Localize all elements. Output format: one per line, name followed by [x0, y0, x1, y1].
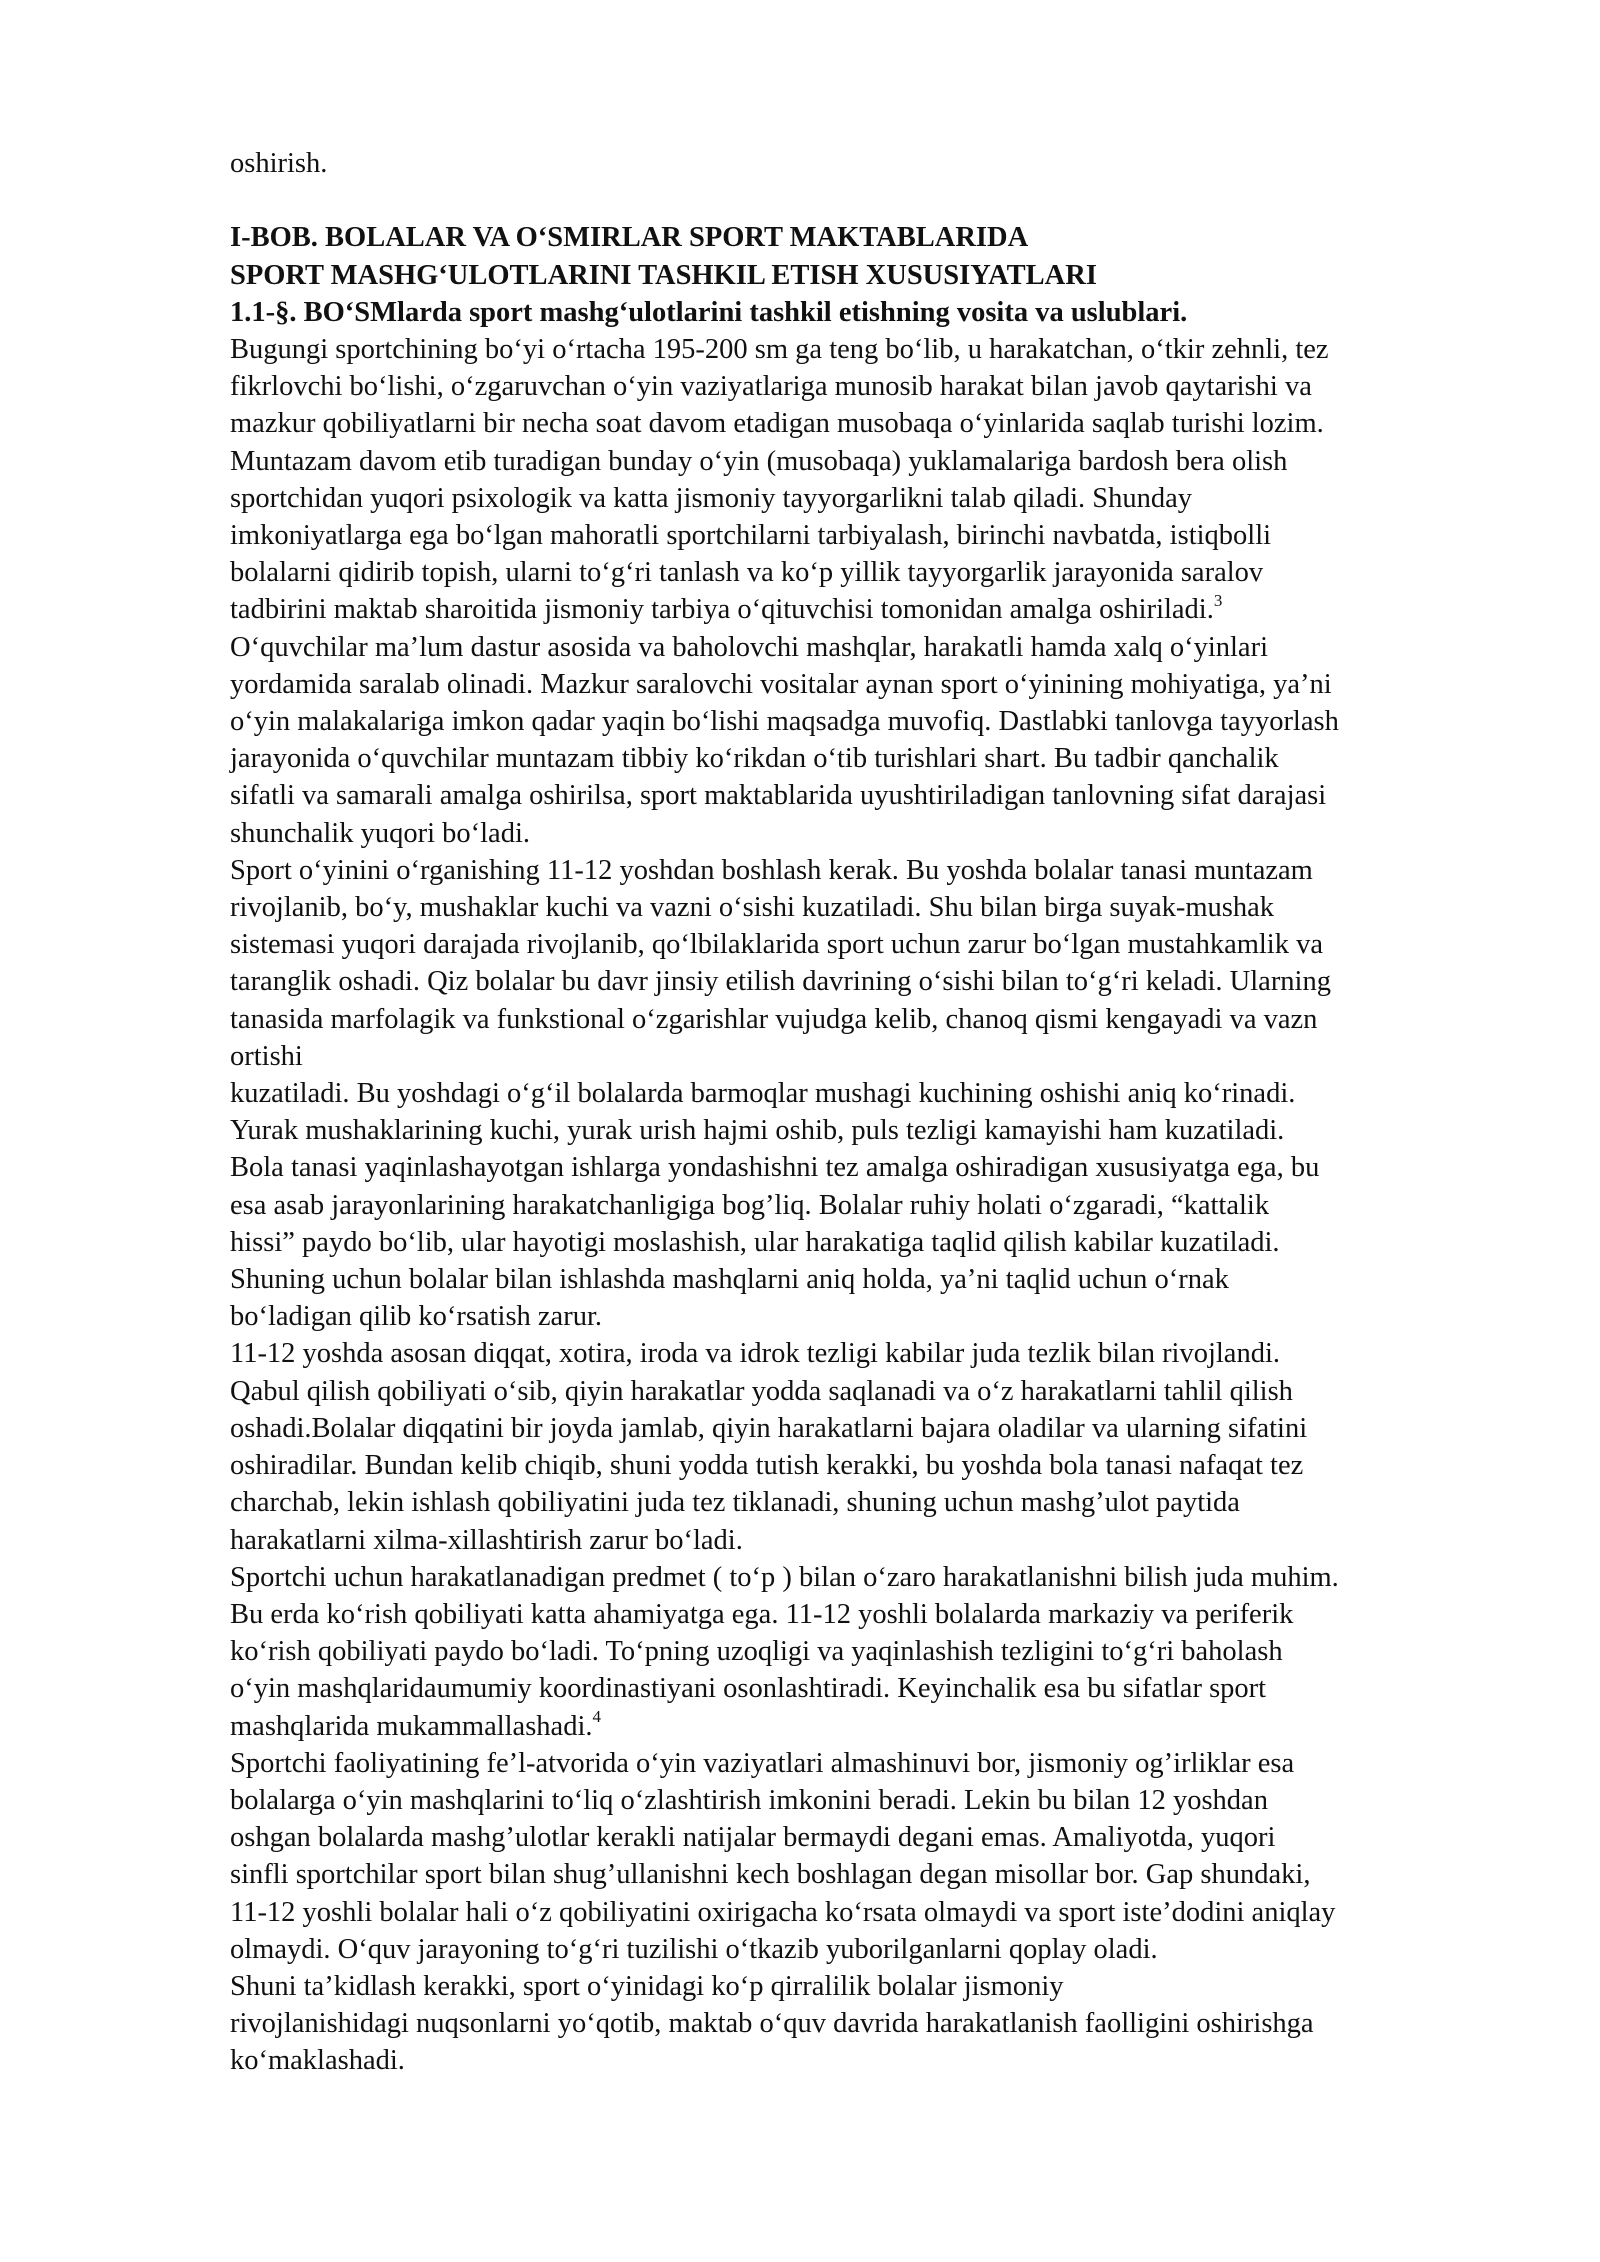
text-line: bo‘ladigan qilib ko‘rsatish zarur.	[230, 1301, 602, 1333]
text-line: oshgan bolalarda mashg’ulotlar kerakli natijalar bermaydi degani emas. Amaliyotda, yuqori	[230, 1822, 1276, 1854]
text-line: o‘yin mashqlaridaumumiy koordinastiyani osonlashtiradi. Keyinchalik esa bu sifatlar sport	[230, 1673, 1267, 1705]
document-page	[230, 145, 1520, 2080]
text-line: Sportchi uchun harakatlanadigan predmet ( to‘p ) bilan o‘zaro harakatlanishni bilish juda muhim.	[230, 1561, 1339, 1593]
text-line: olmaydi. O‘quv jarayoning to‘g‘ri tuzilishi o‘tkazib yuborilganlarni qoplay oladi.	[230, 1933, 1158, 1965]
text-line: jarayonida o‘quvchilar muntazam tibbiy ko‘rikdan o‘tib turishlari shart. Bu tadbir qanchalik	[230, 743, 1279, 775]
text-line-with-footnote	[230, 591, 1520, 628]
text-line: mazkur qobiliyatlarni bir necha soat davom etadigan musobaqa o‘yinlarida saqlab turishi lozim.	[230, 408, 1324, 440]
text-line: tadbirini maktab sharoitida jismoniy tarbiya o‘qituvchisi tomonidan amalga oshiriladi.	[230, 594, 1214, 626]
text-line: rivojlanishidagi nuqsonlarni yo‘qotib, maktab o‘quv davrida harakatlanish faolligini oshirishga	[230, 2008, 1314, 2040]
text-line: sistemasi yuqori darajada rivojlanib, qo‘lbilaklarida sport uchun zarur bo‘lgan mustahkamlik va	[230, 929, 1323, 961]
text-line: hissi” paydo bo‘lib, ular hayotigi moslashish, ular harakatiga taqlid qilish kabilar kuzatiladi.	[230, 1226, 1280, 1258]
text-line: Sport o‘yinini o‘rganishing 11-12 yoshdan boshlash kerak. Bu yoshda bolalar tanasi muntazam	[230, 854, 1313, 886]
text-line: bolalarga o‘yin mashqlarini to‘liq o‘zlashtirish imkonini beradi. Lekin bu bilan 12 yoshdan	[230, 1784, 1268, 1816]
text-line: Bola tanasi yaqinlashayotgan ishlarga yondashishni tez amalga oshiradigan xususiyatga ega, bu	[230, 1152, 1320, 1184]
text-line: bolalarni qidirib topish, ularni to‘g‘ri tanlash va ko‘p yillik tayyorgarlik jarayonida saralov	[230, 557, 1264, 589]
text-line: yordamida saralab olinadi. Mazkur saralovchi vositalar aynan sport o‘yinining mohiyatiga, ya’ni	[230, 668, 1332, 700]
text-line: imkoniyatlarga ega bo‘lgan mahoratli sportchilarni tarbiyalash, birinchi navbatda, istiqbolli	[230, 520, 1272, 552]
text-line: fikrlovchi bo‘lishi, o‘zgaruvchan o‘yin vaziyatlariga munosib harakat bilan javob qaytarishi va	[230, 371, 1312, 403]
text-line: harakatlarni xilma-xillashtirish zarur bo‘ladi.	[230, 1524, 743, 1556]
text-line: ortishi	[230, 1040, 303, 1072]
text-line: Yurak mushaklarining kuchi, yurak urish hajmi oshib, puls tezligi kamayishi ham kuzatiladi.	[230, 1115, 1285, 1147]
chapter-title-line-1: I-BOB. BOLALAR VA O‘SMIRLAR SPORT MAKTABLARIDA	[230, 222, 1029, 254]
text-line: sportchidan yuqori psixologik va katta jismoniy tayyorgarlikni talab qiladi. Shunday	[230, 482, 1193, 514]
footnote-reference: 4	[592, 1707, 601, 1727]
text-line: Shuni ta’kidlash kerakki, sport o‘yinidagi ko‘p qirralilik bolalar jismoniy	[230, 1970, 1064, 2002]
text-line: Shuning uchun bolalar bilan ishlashda mashqlarni aniq holda, ya’ni taqlid uchun o‘rnak	[230, 1264, 1229, 1296]
footnote-reference: 3	[1213, 590, 1223, 610]
text-line: tanasida marfolagik va funkstional o‘zgarishlar vujudga kelib, chanoq qismi kengayadi va vazn	[230, 1003, 1318, 1035]
text-line: oshiradilar. Bundan kelib chiqib, shuni yodda tutish kerakki, bu yoshda bola tanasi nafaqat tez	[230, 1450, 1304, 1482]
text-line: O‘quvchilar ma’lum dastur asosida va baholovchi mashqlar, harakatli hamda xalq o‘yinlari	[230, 631, 1268, 663]
text-line: 11-12 yoshli bolalar hali o‘z qobiliyatini oxirigacha ko‘rsata olmaydi va sport iste’dodini aniqlay	[230, 1896, 1336, 1928]
text-line: ko‘rish qobiliyati paydo bo‘ladi. To‘pning uzoqligi va yaqinlashish tezligini to‘g‘ri baholash	[230, 1636, 1283, 1668]
text-line: taranglik oshadi. Qiz bolalar bu davr jinsiy etilish davrining o‘sishi bilan to‘g‘ri keladi. Ularning	[230, 966, 1331, 998]
text-line: charchab, lekin ishlash qobiliyatini juda tez tiklanadi, shuning uchun mashg’ulot paytida	[230, 1487, 1240, 1519]
text-line: Bugungi sportchining bo‘yi o‘rtacha 195-200 sm ga teng bo‘lib, u harakatchan, o‘tkir zehnli, tez	[230, 334, 1329, 365]
text-line: rivojlanib, bo‘y, mushaklar kuchi va vazni o‘sishi kuzatiladi. Shu bilan birga suyak-mushak	[230, 892, 1275, 924]
section-title: 1.1-§. BO‘SMlarda sport mashg‘ulotlarini tashkil etishning vosita va uslublari.	[230, 296, 1188, 328]
text-line: sinfli sportchilar sport bilan shug’ullanishni kech boshlagan degan misollar bor. Gap shundaki,	[230, 1859, 1311, 1891]
body-text	[230, 331, 1520, 2080]
text-line: o‘yin malakalariga imkon qadar yaqin bo‘lishi maqsadga muvofiq. Dastlabki tanlovga tayyorlash	[230, 706, 1339, 738]
blank-line	[230, 182, 1520, 219]
text-line: kuzatiladi. Bu yoshdagi o‘g‘il bolalarda barmoqlar mushagi kuchining oshishi aniq ko‘rinadi.	[230, 1078, 1296, 1110]
text-line: esa asab jarayonlarining harakatchanligiga bog’liq. Bolalar ruhiy holati o‘zgaradi, “kattalik	[230, 1189, 1270, 1221]
text-line: Sportchi faoliyatining fe’l-atvorida o‘yin vaziyatlari almashinuvi bor, jismoniy og’irliklar esa	[230, 1747, 1295, 1779]
text-line: Bu erda ko‘rish qobiliyati katta ahamiyatga ega. 11-12 yoshli bolalarda markaziy va periferik	[230, 1598, 1294, 1630]
text-line-with-footnote	[230, 1708, 1520, 1745]
text-line: shunchalik yuqori bo‘ladi.	[230, 817, 530, 849]
text-line: 11-12 yoshda asosan diqqat, xotira, iroda va idrok tezligi kabilar juda tezlik bilan rivojlandi.	[230, 1338, 1281, 1370]
text-line: Muntazam davom etib turadigan bunday o‘yin (musobaqa) yuklamalariga bardosh bera olish	[230, 445, 1288, 477]
text-line: Qabul qilish qobiliyati o‘sib, qiyin harakatlar yodda saqlanadi va o‘z harakatlarni tahlil qilish	[230, 1375, 1293, 1407]
text-line: sifatli va samarali amalga oshirilsa, sport maktablarida uyushtiriladigan tanlovning sifat darajasi	[230, 780, 1327, 812]
text-line: oshadi.Bolalar diqqatini bir joyda jamlab, qiyin harakatlarni bajara oladilar va ularning sifatini	[230, 1412, 1308, 1444]
intro-fragment: oshirish.	[230, 148, 328, 179]
text-line: ko‘maklashadi.	[230, 2045, 405, 2077]
text-line: mashqlarida mukammallashadi.	[230, 1710, 593, 1742]
chapter-title-line-2: SPORT MASHG‘ULOTLARINI TASHKIL ETISH XUSUSIYATLARI	[230, 259, 1097, 291]
